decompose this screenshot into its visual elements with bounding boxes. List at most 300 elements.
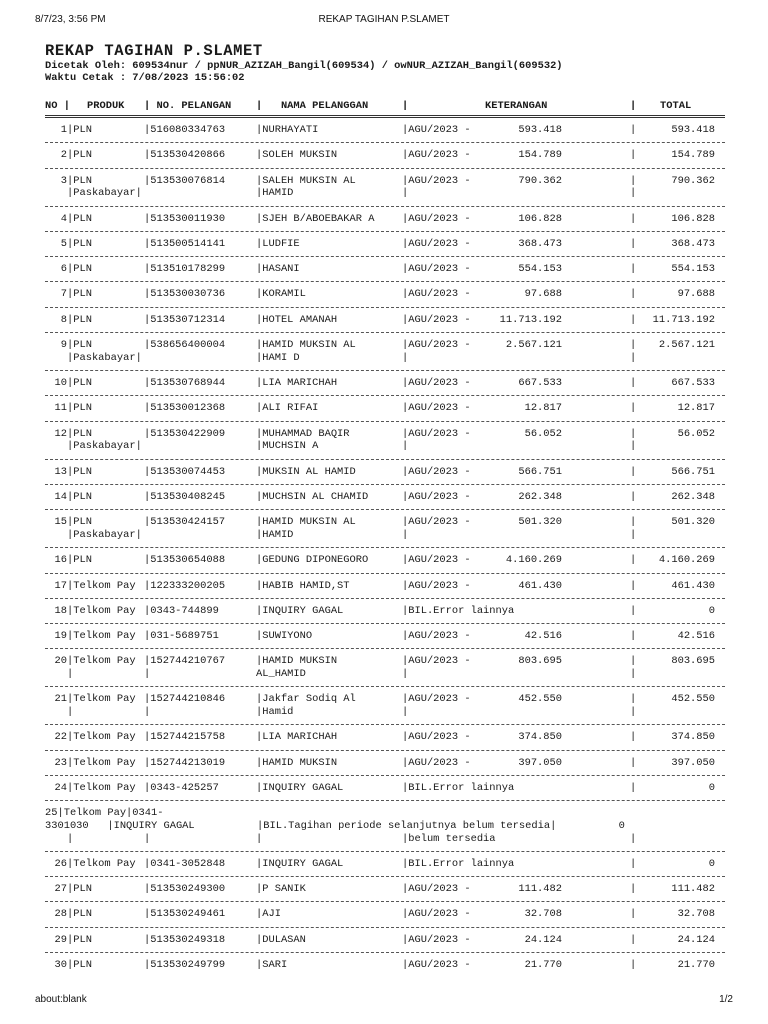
row-produk: |PLN (67, 883, 92, 896)
row-keterangan: |AGU/2023 - (402, 149, 471, 162)
row-total: 452.550 (671, 693, 715, 706)
table-row (45, 118, 725, 143)
row-amount: 12.817 (524, 402, 562, 415)
row-total: 2.567.121 (658, 339, 715, 352)
table-row (45, 143, 725, 168)
row-produk: |PLN (67, 933, 92, 946)
row-divider-glyph: | (630, 706, 637, 719)
row-number: 15 (54, 516, 67, 529)
row-number: 12 (54, 427, 67, 440)
row-divider-glyph: | (630, 465, 637, 478)
row-no-pelanggan: |513530422909 (144, 427, 226, 440)
row-produk: |PLN (67, 402, 92, 415)
row-amount: 21.770 (524, 959, 562, 972)
row-amount: 461.430 (518, 579, 562, 592)
row-keterangan: |AGU/2023 - (402, 490, 471, 503)
row-number: 11 (54, 402, 67, 415)
row-keterangan: |AGU/2023 - (402, 756, 471, 769)
row-divider-glyph: | (630, 516, 637, 529)
row-nama-line2: |HAMI D (256, 351, 300, 364)
browser-print-footer (0, 994, 768, 1008)
row-amount: 374.850 (518, 731, 562, 744)
row-nama: |HOTEL AMANAH (256, 313, 338, 326)
row-nama: |HAMID MUKSIN (256, 756, 338, 769)
row-keterangan: |AGU/2023 - (402, 212, 471, 225)
report-document (45, 42, 725, 978)
row-nama: |INQUIRY GAGAL (256, 782, 344, 795)
row-amount: 593.418 (518, 124, 562, 136)
row-divider-glyph: | (630, 288, 637, 301)
row-amount: 667.533 (518, 377, 562, 390)
row-total: 554.153 (671, 263, 715, 276)
table-row (45, 282, 725, 307)
row-divider-glyph: | (630, 263, 637, 276)
row-no-pelanggan: |152744210846 (144, 693, 226, 706)
row-produk: |PLN (67, 465, 92, 478)
browser-print-header (0, 14, 768, 28)
row-number: 10 (54, 377, 67, 390)
row-keterangan-line2: | (402, 528, 409, 541)
row-keterangan: |AGU/2023 - (402, 124, 471, 136)
row-keterangan: |AGU/2023 - (402, 579, 471, 592)
row-no-pelanggan: |513530249300 (144, 883, 226, 896)
row-no-pelanggan: |0341-3052848 (144, 857, 226, 870)
row-no-pelanggan: |513530249318 (144, 933, 226, 946)
row-number: 1 (60, 124, 67, 136)
row-nama: |SARI (256, 959, 288, 972)
row-nama-line2: |HAMID (256, 528, 294, 541)
table-body (45, 118, 725, 978)
row-number: 14 (54, 490, 67, 503)
row-nama: |P SANIK (256, 883, 306, 896)
row-keterangan: |AGU/2023 - (402, 731, 471, 744)
row-produk: |Telkom Pay (67, 604, 136, 617)
row-amount: 501.320 (518, 516, 562, 529)
row-number: 17 (54, 579, 67, 592)
print-page-title: REKAP TAGIHAN P.SLAMET (318, 14, 450, 25)
row-divider-glyph: | (630, 440, 637, 453)
col-keterangan: KETERANGAN (485, 100, 548, 112)
row-amount: 111.482 (518, 883, 562, 896)
row-divider-glyph: | (630, 528, 637, 541)
row-divider-glyph: | (630, 933, 637, 946)
row-no-pelanggan: |538656400004 (144, 339, 226, 352)
row-produk: |Telkom Pay (67, 693, 136, 706)
row-keterangan: |AGU/2023 - (402, 655, 471, 668)
row-produk: |Telkom Pay (67, 731, 136, 744)
row-no-pelanggan: |513530012368 (144, 402, 226, 415)
row-number: 8 (60, 313, 67, 326)
row-number: 9 (60, 339, 67, 352)
row-produk: |PLN (67, 908, 92, 921)
row-divider-glyph: | (630, 782, 637, 795)
row-amount: 554.153 (518, 263, 562, 276)
col-sep: | (402, 100, 409, 112)
row-divider-glyph: | (630, 857, 637, 870)
table-row (45, 232, 725, 257)
row-nama: |NURHAYATI (256, 124, 319, 136)
row-no-pelanggan: |513530420866 (144, 149, 226, 162)
row-total: 111.482 (671, 883, 715, 896)
row-total: 4.160.269 (658, 554, 715, 567)
table-row (45, 725, 725, 750)
row-nama: |AJI (256, 908, 281, 921)
row25-line1: 25|Telkom Pay|0341- (45, 807, 164, 820)
table-header (45, 100, 725, 114)
row-divider-glyph: | (630, 630, 637, 643)
row-keterangan: |AGU/2023 - (402, 554, 471, 567)
row-number: 13 (54, 465, 67, 478)
row-keterangan: |AGU/2023 - (402, 339, 471, 352)
row-produk: |PLN (67, 959, 92, 972)
row-produk: |PLN (67, 263, 92, 276)
row-amount: 368.473 (518, 237, 562, 250)
row-divider-glyph: | (630, 731, 637, 744)
row-no-pelanggan: |513500514141 (144, 237, 226, 250)
row-produk: |PLN (67, 339, 92, 352)
col-nama-pelanggan: | NAMA PELANGGAN (256, 100, 369, 112)
row-total: 56.052 (677, 427, 715, 440)
row-nama: |KORAMIL (256, 288, 306, 301)
row-no-pelanggan: |0343-744899 (144, 604, 219, 617)
row-divider-glyph: | (630, 668, 637, 681)
table-row (45, 751, 725, 776)
row-keterangan-line2: | (402, 706, 409, 719)
row-amount: 11.713.192 (499, 313, 562, 326)
row-nama: |SALEH MUKSIN AL (256, 174, 356, 187)
row-divider-glyph: | (630, 693, 637, 706)
row-produk: |PLN (67, 288, 92, 301)
row-divider-glyph: | (630, 402, 637, 415)
row25-line2: 3301030 |INQUIRY GAGAL |BIL.Tagihan periode selanjutnya belum tersedia| 0 (45, 819, 625, 832)
row-produk-line2: |Paskabayar| (67, 440, 142, 453)
row-nama: |LIA MARICHAH (256, 377, 338, 390)
row-produk: |PLN (67, 313, 92, 326)
row-nama: |HAMID MUKSIN (256, 655, 338, 668)
row-number: 16 (54, 554, 67, 567)
row-amount: 97.688 (524, 288, 562, 301)
row25-line3-a: | (67, 832, 74, 845)
row-keterangan-line2: | (402, 668, 409, 681)
table-row (45, 257, 725, 282)
row-produk: |Telkom Pay (67, 630, 136, 643)
row-total: 397.050 (671, 756, 715, 769)
row-number: 22 (54, 731, 67, 744)
row-total: 106.828 (671, 212, 715, 225)
row-amount: 790.362 (518, 174, 562, 187)
table-row (45, 333, 725, 371)
col-no: NO | (45, 100, 70, 112)
row-produk: |Telkom Pay (67, 782, 136, 795)
row-produk-line2: |Paskabayar| (67, 187, 142, 200)
row-no-pelanggan: |516080334763 (144, 124, 226, 136)
row-number: 28 (54, 908, 67, 921)
row-pelanggan-line2: | (144, 706, 151, 719)
row-produk: |PLN (67, 377, 92, 390)
row-divider-glyph: | (630, 351, 637, 364)
row-total: 97.688 (677, 288, 715, 301)
row-nama: |HAMID MUKSIN AL (256, 339, 356, 352)
row-keterangan: |AGU/2023 - (402, 908, 471, 921)
row-nama: |GEDUNG DIPONEGORO (256, 554, 369, 567)
row-keterangan: |AGU/2023 - (402, 933, 471, 946)
row-no-pelanggan: |513530768944 (144, 377, 226, 390)
row-produk: |PLN (67, 516, 92, 529)
row-divider-glyph: | (630, 377, 637, 390)
row-no-pelanggan: |513530249461 (144, 908, 226, 921)
row-number: 29 (54, 933, 67, 946)
row-produk-line2: |Paskabayar| (67, 528, 142, 541)
row-keterangan-line2: | (402, 440, 409, 453)
row-no-pelanggan: |513530030736 (144, 288, 226, 301)
row-divider-glyph: | (630, 959, 637, 972)
row-amount: 803.695 (518, 655, 562, 668)
row-number: 30 (54, 959, 67, 972)
row-no-pelanggan: |152744210767 (144, 655, 226, 668)
row-total: 11.713.192 (652, 313, 715, 326)
row-nama: |HASANI (256, 263, 300, 276)
row-no-pelanggan: |152744213019 (144, 756, 226, 769)
row-keterangan: |AGU/2023 - (402, 377, 471, 390)
row-no-pelanggan: |513530654088 (144, 554, 226, 567)
row-total: 374.850 (671, 731, 715, 744)
row-no-pelanggan: |513530074453 (144, 465, 226, 478)
printed-by: Dicetak Oleh: 609534nur / ppNUR_AZIZAH_Bangil(609534) / owNUR_AZIZAH_Bangil(609532) (45, 60, 563, 72)
row-number: 3 (60, 174, 67, 187)
table-row (45, 371, 725, 396)
print-url: about:blank (35, 994, 87, 1005)
row-produk: |Telkom Pay (67, 857, 136, 870)
row-divider-glyph: | (630, 883, 637, 896)
row-number: 6 (60, 263, 67, 276)
table-row (45, 624, 725, 649)
row-produk-line2: | (67, 668, 74, 681)
row-no-pelanggan: |513530011930 (144, 212, 226, 225)
col-no-pelanggan: | NO. PELANGAN (144, 100, 232, 112)
row-produk: |PLN (67, 427, 92, 440)
row-total: 32.708 (677, 908, 715, 921)
row-keterangan: |AGU/2023 - (402, 516, 471, 529)
row-keterangan: |AGU/2023 - (402, 174, 471, 187)
row-nama-line2: |HAMID (256, 187, 294, 200)
table-row (45, 801, 725, 852)
row-produk: |PLN (67, 490, 92, 503)
row-number: 19 (54, 630, 67, 643)
row-amount: 32.708 (524, 908, 562, 921)
row-number: 21 (54, 693, 67, 706)
row-nama: |MUHAMMAD BAQIR (256, 427, 350, 440)
row-keterangan: |BIL.Error lainnya (402, 782, 515, 795)
row-total: 0 (708, 604, 715, 617)
row-total: 21.770 (677, 959, 715, 972)
row-divider-glyph: | (630, 756, 637, 769)
row-total: 501.320 (671, 516, 715, 529)
row-nama: |INQUIRY GAGAL (256, 857, 344, 870)
col-sep-2: | (630, 100, 637, 112)
row-divider-glyph: | (630, 490, 637, 503)
table-row (45, 485, 725, 510)
row-nama: |SJEH B/ABOEBAKAR A (256, 212, 375, 225)
row-amount: 106.828 (518, 212, 562, 225)
table-row (45, 776, 725, 801)
row-no-pelanggan: |513530424157 (144, 516, 226, 529)
row-no-pelanggan: |152744215758 (144, 731, 226, 744)
row-no-pelanggan: |513510178299 (144, 263, 226, 276)
row-keterangan: |AGU/2023 - (402, 465, 471, 478)
table-row (45, 928, 725, 953)
row-nama-line2: AL_HAMID (256, 668, 306, 681)
print-time: Waktu Cetak : 7/08/2023 15:56:02 (45, 72, 245, 84)
table-row (45, 460, 725, 485)
row-keterangan: |AGU/2023 - (402, 427, 471, 440)
row-divider-glyph: | (630, 237, 637, 250)
row-number: 20 (54, 655, 67, 668)
row-produk: |PLN (67, 237, 92, 250)
row-total: 461.430 (671, 579, 715, 592)
row-nama-line2: |Hamid (256, 706, 294, 719)
row-total: 593.418 (671, 124, 715, 136)
row-total: 42.516 (677, 630, 715, 643)
row-divider-glyph: | (630, 427, 637, 440)
table-row (45, 852, 725, 877)
row-nama: |MUKSIN AL HAMID (256, 465, 356, 478)
row-number: 24 (54, 782, 67, 795)
row-keterangan: |AGU/2023 - (402, 237, 471, 250)
row-total: 566.751 (671, 465, 715, 478)
row-total: 368.473 (671, 237, 715, 250)
row-nama: |LIA MARICHAH (256, 731, 338, 744)
row25-line3-c: | (256, 832, 263, 845)
row-amount: 262.348 (518, 490, 562, 503)
row25-line3-e: | (630, 832, 637, 845)
row-divider-glyph: | (630, 604, 637, 617)
row-amount: 24.124 (524, 933, 562, 946)
row-produk-line2: |Paskabayar| (67, 351, 142, 364)
row-keterangan-line2: | (402, 187, 409, 200)
row-nama: |MUCHSIN AL CHAMID (256, 490, 369, 503)
row-keterangan-line2: | (402, 351, 409, 364)
row-produk: |Telkom Pay (67, 756, 136, 769)
row-total: 790.362 (671, 174, 715, 187)
row-nama: |SOLEH MUKSIN (256, 149, 338, 162)
row-nama: |HABIB HAMID,ST (256, 579, 350, 592)
row-nama: |DULASAN (256, 933, 306, 946)
row-no-pelanggan: |513530076814 (144, 174, 226, 187)
table-row (45, 953, 725, 978)
row-amount: 42.516 (524, 630, 562, 643)
row-no-pelanggan: |513530249799 (144, 959, 226, 972)
row-total: 262.348 (671, 490, 715, 503)
row-produk: |PLN (67, 554, 92, 567)
report-title: REKAP TAGIHAN P.SLAMET (45, 42, 263, 60)
row-divider-glyph: | (630, 313, 637, 326)
row-keterangan: |AGU/2023 - (402, 883, 471, 896)
row-number: 23 (54, 756, 67, 769)
table-row (45, 902, 725, 927)
table-row (45, 599, 725, 624)
row-no-pelanggan: |513530408245 (144, 490, 226, 503)
row-nama: |HAMID MUKSIN AL (256, 516, 356, 529)
table-row (45, 422, 725, 460)
row-total: 803.695 (671, 655, 715, 668)
row-keterangan: |AGU/2023 - (402, 959, 471, 972)
row-no-pelanggan: |122333200205 (144, 579, 226, 592)
row-number: 5 (60, 237, 67, 250)
row-nama-line2: |MUCHSIN A (256, 440, 319, 453)
row-nama: |ALI RIFAI (256, 402, 319, 415)
row-keterangan: |AGU/2023 - (402, 693, 471, 706)
row-divider-glyph: | (630, 212, 637, 225)
table-row (45, 877, 725, 902)
table-row (45, 308, 725, 333)
print-datetime: 8/7/23, 3:56 PM (35, 14, 106, 25)
table-row (45, 687, 725, 725)
table-row (45, 574, 725, 599)
col-total: TOTAL (660, 100, 692, 112)
row-total: 24.124 (677, 933, 715, 946)
row-produk: |Telkom Pay (67, 579, 136, 592)
row-keterangan: |AGU/2023 - (402, 630, 471, 643)
row-nama: |SUWIYONO (256, 630, 313, 643)
row-amount: 56.052 (524, 427, 562, 440)
table-row (45, 207, 725, 232)
table-row (45, 510, 725, 548)
row-keterangan: |BIL.Error lainnya (402, 604, 515, 617)
row-total: 0 (708, 857, 715, 870)
row25-line3-b: | (144, 832, 151, 845)
row-keterangan: |AGU/2023 - (402, 313, 471, 326)
row-total: 667.533 (671, 377, 715, 390)
row-amount: 4.160.269 (505, 554, 562, 567)
row-no-pelanggan: |031-5689751 (144, 630, 219, 643)
row-keterangan: |AGU/2023 - (402, 263, 471, 276)
row-produk: |PLN (67, 149, 92, 162)
row-amount: 566.751 (518, 465, 562, 478)
row-number: 18 (54, 604, 67, 617)
row-number: 2 (60, 149, 67, 162)
row-total: 12.817 (677, 402, 715, 415)
row-produk: |PLN (67, 124, 92, 136)
row-total: 154.789 (671, 149, 715, 162)
table-row (45, 396, 725, 421)
row-amount: 2.567.121 (505, 339, 562, 352)
row-pelanggan-line2: | (144, 668, 151, 681)
row-produk: |PLN (67, 212, 92, 225)
table-row (45, 169, 725, 207)
row-amount: 452.550 (518, 693, 562, 706)
row-total: 0 (708, 782, 715, 795)
row-divider-glyph: | (630, 579, 637, 592)
row-nama: |INQUIRY GAGAL (256, 604, 344, 617)
row-number: 4 (60, 212, 67, 225)
col-produk: PRODUK (87, 100, 125, 112)
row-divider-glyph: | (630, 554, 637, 567)
print-page-number: 1/2 (719, 994, 733, 1005)
row-divider-glyph: | (630, 339, 637, 352)
row25-line3-d: |belum tersedia (402, 832, 496, 845)
row-divider-glyph: | (630, 908, 637, 921)
row-produk: |Telkom Pay (67, 655, 136, 668)
row-produk: |PLN (67, 174, 92, 187)
row-nama: |LUDFIE (256, 237, 300, 250)
row-no-pelanggan: |0343-425257 (144, 782, 219, 795)
table-row (45, 548, 725, 573)
row-keterangan: |AGU/2023 - (402, 402, 471, 415)
row-amount: 154.789 (518, 149, 562, 162)
row-divider-glyph: | (630, 187, 637, 200)
row-number: 27 (54, 883, 67, 896)
row-keterangan: |AGU/2023 - (402, 288, 471, 301)
